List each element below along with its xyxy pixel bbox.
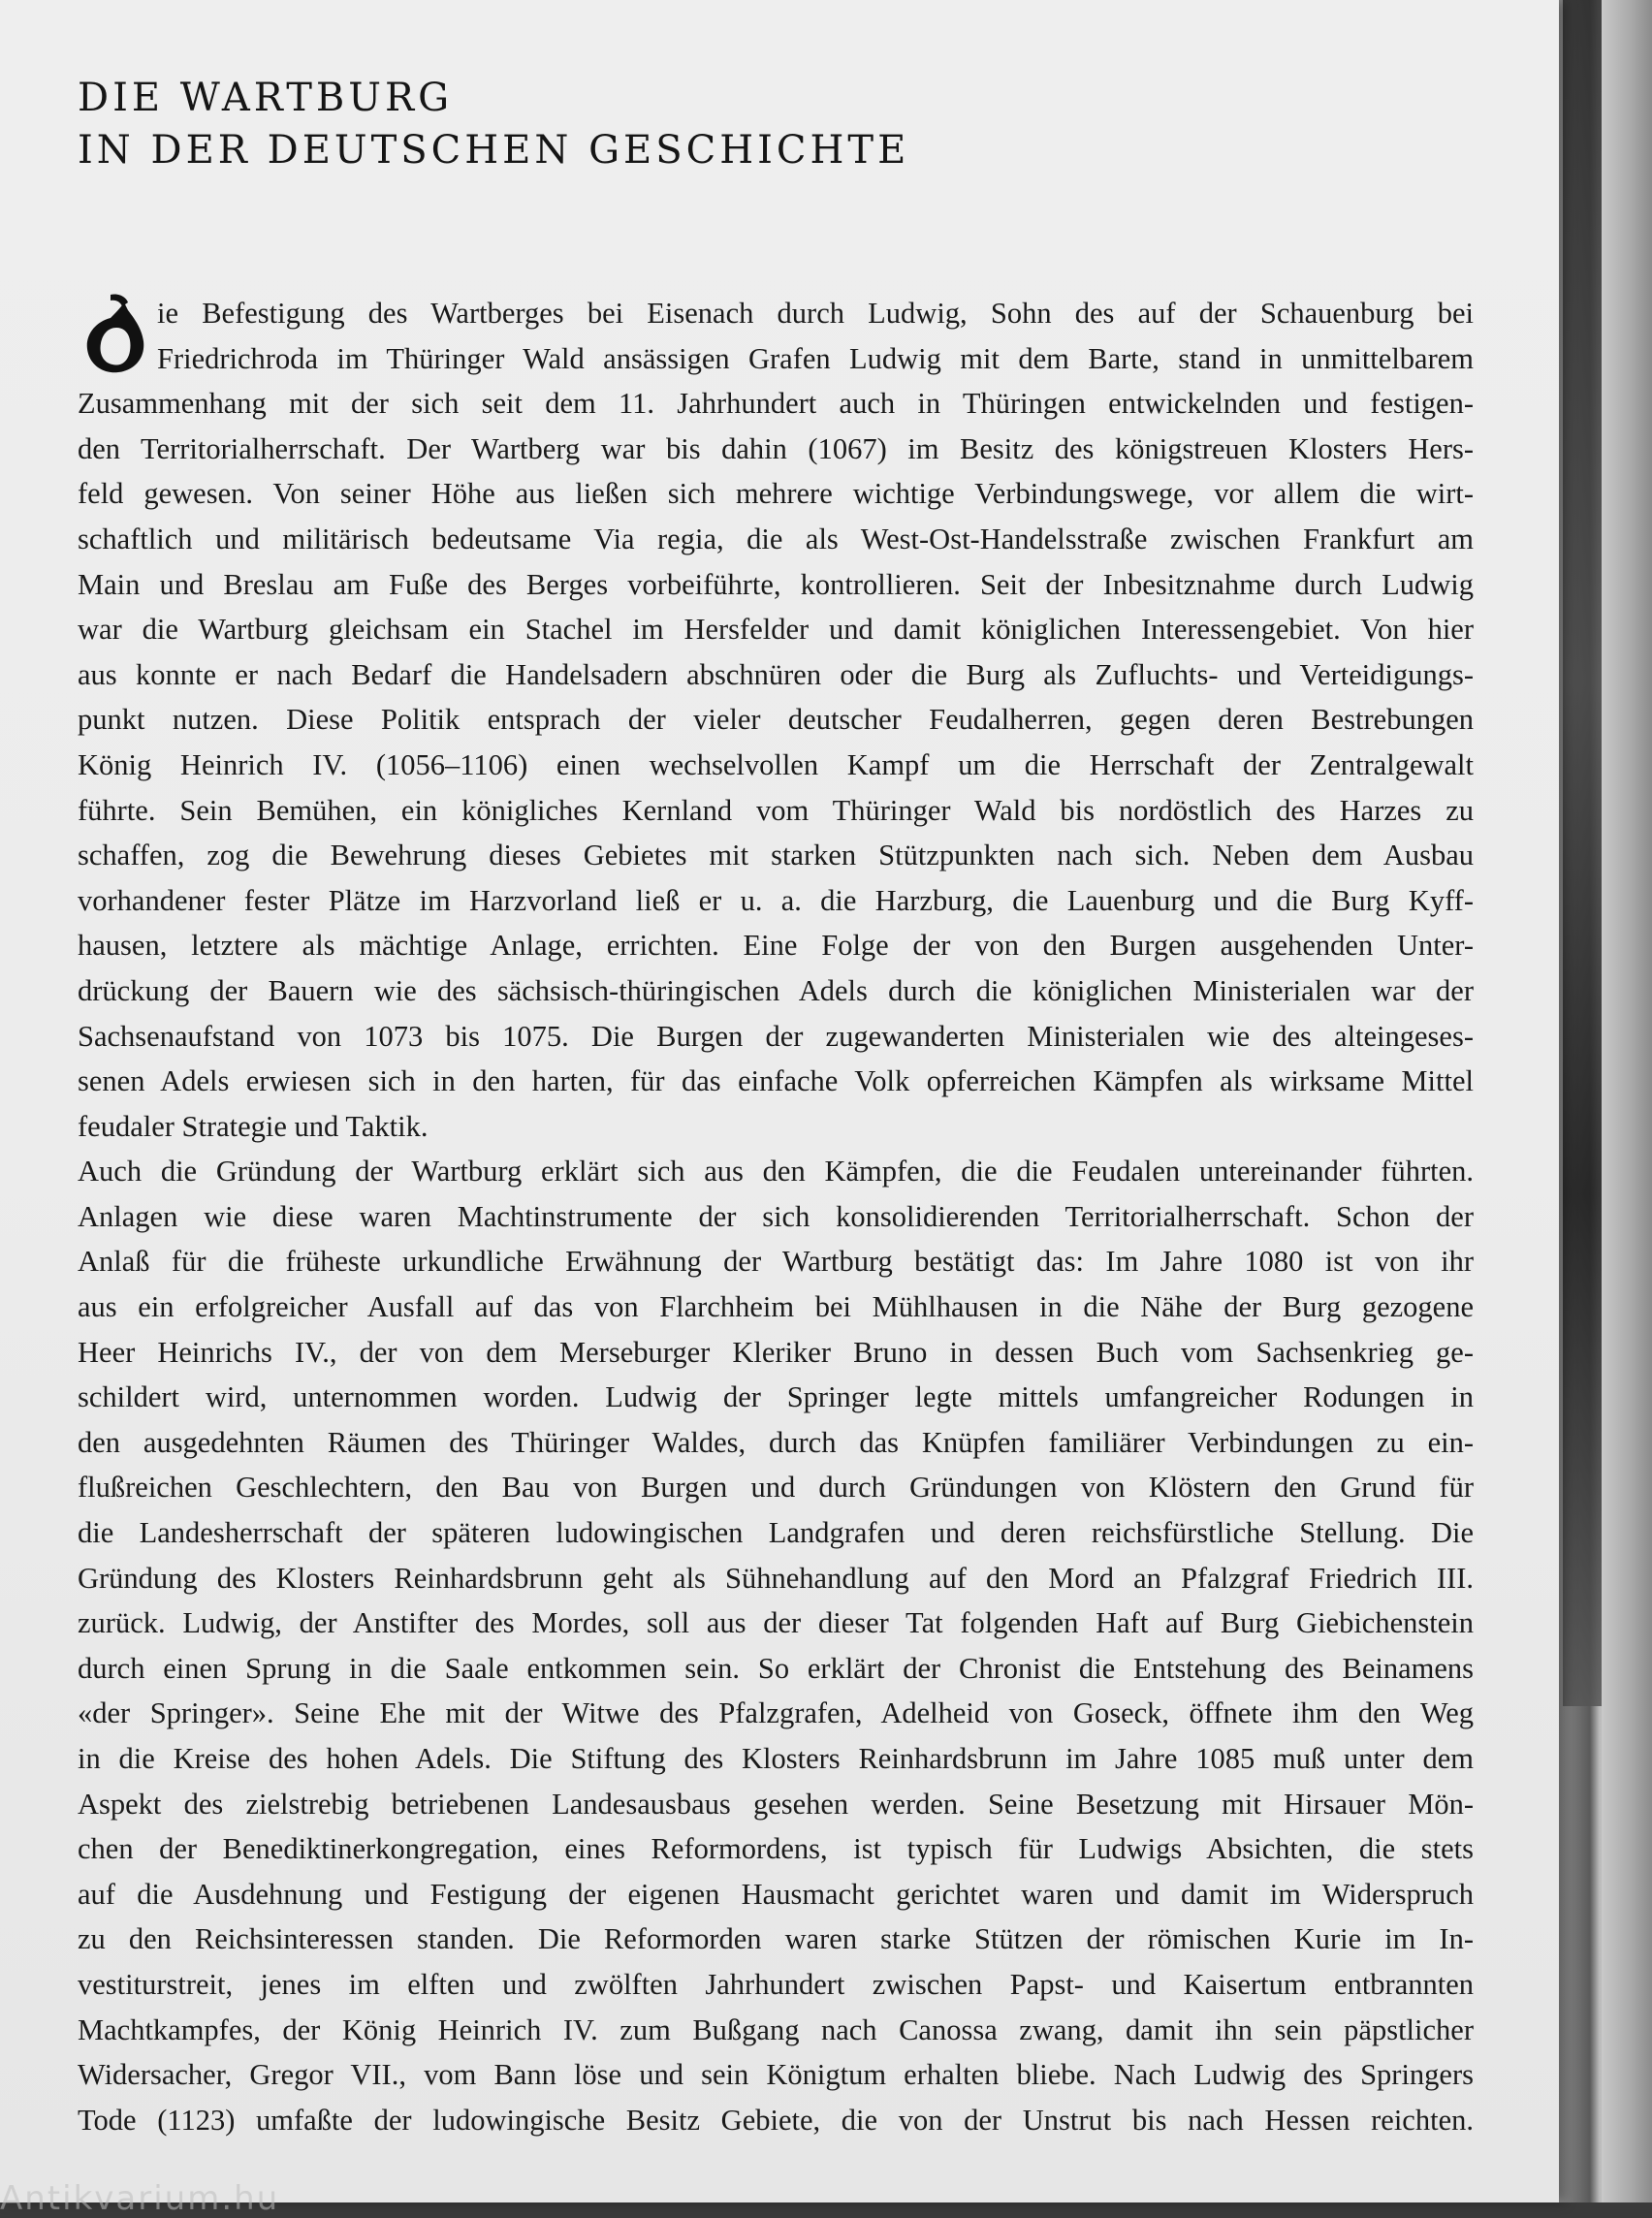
text-line: auf die Ausdehnung und Festigung der eigenen Hausmacht gerichtet waren und damit im Widerspruch [78,1877,1474,1911]
text-line: zu den Reichsinteressen standen. Die Reformorden waren starke Stützen der römischen Kurie im In- [78,1922,1474,1956]
text-line: schaftlich und militärisch bedeutsame Via regia, die als West-Ost-Handelsstraße zwischen Frankfurt am [78,522,1474,555]
text-line: aus ein erfolgreicher Ausfall auf das von Flarchheim bei Mühlhausen in die Nähe der Burg gezogene [78,1290,1474,1324]
text-line: «der Springer». Seine Ehe mit der Witwe des Pfalzgrafen, Adelheid von Goseck, öffnete ihm den Weg [78,1696,1474,1730]
text-line: hausen, letztere als mächtige Anlage, errichten. Eine Folge der von den Burgen ausgehenden Unter- [78,929,1474,963]
text-line: schildert wird, unternommen worden. Ludwig der Springer legte mittels umfangreicher Rodungen in [78,1380,1474,1414]
text-line: senen Adels erwiesen sich in den harten, für das einfache Volk opferreichen Kämpfen als wirksame Mittel [78,1064,1474,1098]
text-line: vorhandener fester Plätze im Harzvorland ließ er u. a. die Harzburg, die Lauenburg und die Burg Kyff- [78,883,1474,917]
text-line: Gründung des Klosters Reinhardsbrunn geht als Sühnehandlung auf den Mord an Pfalzgraf Friedrich III. [78,1561,1474,1595]
title-line-1: DIE WARTBURG [78,76,454,120]
text-line: Friedrichroda im Thüringer Wald ansässigen Grafen Ludwig mit dem Barte, stand in unmittelbarem [157,341,1474,375]
text-line: Widersacher, Gregor VII., vom Bann löse und sein Königtum erhalten bliebe. Nach Ludwig des Springers [78,2058,1474,2092]
text-line: Anlagen wie diese waren Machtinstrumente der sich konsolidierenden Territorialherrschaft. Schon der [78,1199,1474,1233]
text-line: Anlaß für die früheste urkundliche Erwähnung der Wartburg bestätigt das: Im Jahre 1080 ist von ihr [78,1245,1474,1279]
text-line: drückung der Bauern wie des sächsisch-thüringischen Adels durch die königlichen Ministerialen war der [78,973,1474,1007]
text-line: in die Kreise des hohen Adels. Die Stiftung des Klosters Reinhardsbrunn im Jahre 1085 muß unter dem [78,1742,1474,1775]
text-line: Aspekt des zielstrebig betriebenen Landesausbaus gesehen werden. Seine Besetzung mit Hirsauer Mön- [78,1787,1474,1821]
page-title [78,72,909,176]
text-line: den ausgedehnten Räumen des Thüringer Waldes, durch das Knüpfen familiärer Verbindungen zu ein- [78,1425,1474,1459]
dropcap-letter: D [81,289,82,290]
text-line: feld gewesen. Von seiner Höhe aus ließen sich mehrere wichtige Verbindungswege, vor allem die wirt- [78,477,1474,511]
text-line: Tode (1123) umfaßte der ludowingische Besitz Gebiete, die von der Unstrut bis nach Hessen reichten. [78,2103,1474,2137]
text-line: König Heinrich IV. (1056–1106) einen wechselvollen Kampf um die Herrschaft der Zentralgewalt [78,747,1474,781]
book-binding [1563,0,1602,1706]
text-line: Main und Breslau am Fuße des Berges vorbeiführte, kontrollieren. Seit der Inbesitznahme durch Ludwig [78,567,1474,601]
text-line: war die Wartburg gleichsam ein Stachel im Hersfelder und damit königlichen Interessengebiet. Von hier [78,613,1474,647]
text-line: Machtkampfes, der König Heinrich IV. zum Bußgang nach Canossa zwang, damit ihn sein päpstlicher [78,2012,1474,2046]
background-edge [1602,0,1652,2202]
body-text [78,291,1474,2142]
text-line: Zusammenhang mit der sich seit dem 11. Jahrhundert auch in Thüringen entwickelnden und festigen- [78,387,1474,421]
text-line: vestiturstreit, jenes im elften und zwölften Jahrhundert zwischen Papst- und Kaisertum entbrannten [78,1967,1474,2001]
text-line: Heer Heinrichs IV., der von dem Merseburger Kleriker Bruno in dessen Buch vom Sachsenkrieg ge- [78,1335,1474,1369]
text-line: feudaler Strategie und Taktik. [78,1109,429,1143]
title-line-2: IN DER DEUTSCHEN GESCHICHTE [78,128,910,173]
watermark: Antikvarium.hu [0,2179,280,2218]
text-line: die Landesherrschaft der späteren ludowingischen Landgrafen und deren reichsfürstliche Stellung. Die [78,1516,1474,1550]
text-line: aus konnte er nach Bedarf die Handelsadern abschnüren oder die Burg als Zufluchts- und Verteidigungs- [78,657,1474,691]
text-line: schaffen, zog die Bewehrung dieses Gebietes mit starken Stützpunkten nach sich. Neben dem Ausbau [78,839,1474,872]
text-line: den Territorialherrschaft. Der Wartberg war bis dahin (1067) im Besitz des königstreuen Klosters Hers- [78,431,1474,465]
text-line: führte. Sein Bemühen, ein königliches Kernland vom Thüringer Wald bis nordöstlich des Harzes zu [78,793,1474,827]
text-line: punkt nutzen. Diese Politik entsprach der vieler deutscher Feudalherren, gegen deren Bestrebungen [78,703,1474,737]
text-line: flußreichen Geschlechtern, den Bau von Burgen und durch Gründungen von Klöstern den Grund für [78,1471,1474,1505]
text-line: Auch die Gründung der Wartburg erklärt sich aus den Kämpfen, die die Feudalen untereinander führten. [78,1155,1474,1188]
text-line: zurück. Ludwig, der Anstifter des Mordes, soll aus der dieser Tat folgenden Haft auf Burg Giebichenstein [78,1606,1474,1640]
text-line: durch einen Sprung in die Saale entkommen sein. So erklärt der Chronist die Entstehung des Beinamens [78,1651,1474,1685]
text-line: chen der Benediktinerkongregation, eines Reformordens, ist typisch für Ludwigs Absichten, die stets [78,1832,1474,1866]
text-line: Sachsenaufstand von 1073 bis 1075. Die Burgen der zugewanderten Ministerialen wie des alteingeses- [78,1019,1474,1053]
text-line: ie Befestigung des Wartberges bei Eisenach durch Ludwig, Sohn des auf der Schauenburg bei [157,297,1474,330]
